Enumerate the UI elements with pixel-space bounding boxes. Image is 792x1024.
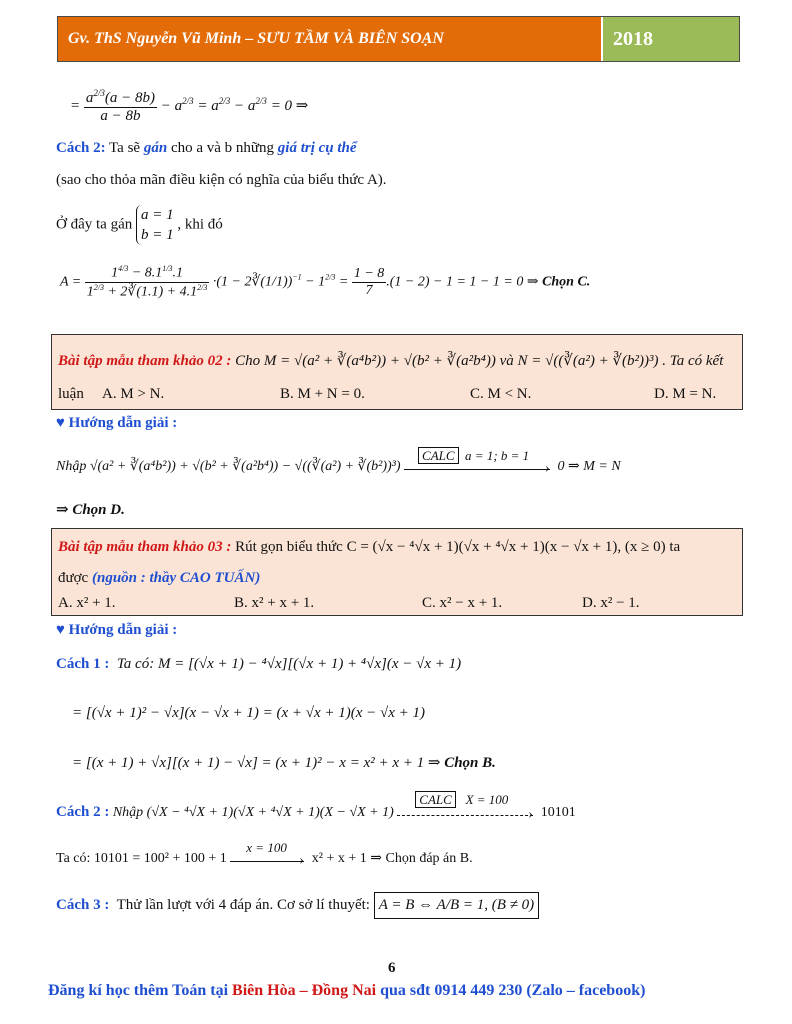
- sol03-calc-arrow: CALC X = 100 ›: [397, 802, 537, 824]
- sol02-heading: ♥ Hướng dẫn giải :: [56, 415, 178, 431]
- ex02-option-d: D. M = N.: [654, 386, 717, 402]
- sol03-cach2-line1: Cách 2 : Nhập (√X − ⁴√X + 1)(√X + ⁴√X + 1)(X − √X + 1) CALC X = 100 › 10101: [56, 792, 576, 822]
- exercise-02-box: [51, 334, 743, 410]
- header-author: Gv. ThS Nguyễn Vũ Minh – SƯU TẦM VÀ BIÊN SOẠN: [58, 17, 601, 61]
- exercise-02-title: Bài tập mẫu tham khảo 02 :: [58, 353, 232, 369]
- exercise-03-box: Bài tập mẫu tham khảo 03 : Rút gọn biểu thức C = (√x − ⁴√x + 1)(√x + ⁴√x + 1)(x − √x + 1), (x ≥ 0) ta được (nguồn : thầy CAO TUẤN) A. x² + 1. B. x² + x + 1. C. x² − x + 1. D. x² − 1.: [51, 528, 743, 616]
- theory-box: A = B ⇔ A/B = 1, (B ≠ 0): [374, 892, 539, 919]
- cach2-choose: Chọn C.: [542, 274, 591, 290]
- cach2-intro: Cách 2: Ta sẽ gán cho a và b những giá trị cụ thể: [56, 140, 357, 156]
- ex02-option-c: C. M < N.: [470, 386, 532, 402]
- sol03-cach1-line3: = [(x + 1) + √x][(x + 1) − √x] = (x + 1)² − x = x² + x + 1 ⇒ Chọn B.: [72, 755, 496, 771]
- ex03-option-b: B. x² + x + 1.: [234, 595, 315, 611]
- page-header: [57, 16, 740, 62]
- sol02-choose: ⇒ Chọn D.: [56, 502, 125, 518]
- ex03-option-c: C. x² − x + 1.: [422, 595, 503, 611]
- sol02-calc-arrow: CALC a = 1; b = 1 ›: [404, 456, 554, 478]
- cach2-result: A = $\frac{1^{4/3} - 8.1^{1/3}.1}{1^{2/3} + 2∛(1.1) + 4.1^{2/3}}$ ·(1 − 2∛(1/1))$^{-1}$ − $1^{2/3}$ = $\frac{1 - 8}{7}$ .(1 − 2) − 1 = 1 − 1 = 0 ⇒ Chọn C.: [60, 264, 591, 300]
- sol03-cach1-line1: Cách 1 : Ta có: M = [(√x + 1) − ⁴√x][(√x + 1) + ⁴√x](x − √x + 1): [56, 656, 462, 672]
- top-equation: = $\frac{a^{2/3}(a - 8b)}{a - 8b}$ − $a^{2/3} = a^{2/3} - a^{2/3} = 0$ ⇒: [70, 88, 309, 124]
- exercise-02-options: luận A. M > N. B. M + N = 0. C. M < N. D. M = N.: [58, 386, 717, 402]
- sol02-enter: Nhập √(a² + ∛(a⁴b²)) + √(b² + ∛(a²b⁴)) − √((∛(a²) + ∛(b²))³) CALC a = 1; b = 1 › 0 ⇒ M = N: [56, 448, 621, 476]
- exercise-03-stem: Rút gọn biểu thức C = (√x − ⁴√x + 1)(√x + ⁴√x + 1)(x − √x + 1), (x ≥ 0) ta: [235, 539, 681, 555]
- cach2-condition: (sao cho thỏa mãn điều kiện có nghĩa của biểu thức A).: [56, 172, 387, 188]
- cach2-label: Cách 2:: [56, 140, 106, 156]
- header-year: 2018: [601, 17, 739, 61]
- sol03-cach2-line2: Ta có: 10101 = 100² + 100 + 1 x = 100 › x² + x + 1 ⇒ Chọn đáp án B.: [56, 840, 473, 868]
- sol03-cach1-line2: = [(√x + 1)² − √x](x − √x + 1) = (x + √x + 1)(x − √x + 1): [72, 705, 426, 721]
- ex02-option-b: B. M + N = 0.: [280, 386, 365, 402]
- exercise-02-stem: Cho M = √(a² + ∛(a⁴b²)) + √(b² + ∛(a²b⁴)) và N = √((∛(a²) + ∛(b²))³) . Ta có kết: [235, 353, 724, 369]
- sol03-heading: ♥ Hướng dẫn giải :: [56, 622, 178, 638]
- ex02-option-a: A. M > N.: [102, 386, 165, 402]
- ex03-option-d: D. x² − 1.: [582, 595, 640, 611]
- page-footer: Đăng kí học thêm Toán tại Biên Hòa – Đồng Nai qua sđt 0914 449 230 (Zalo – facebook): [48, 982, 646, 999]
- exercise-03-title: Bài tập mẫu tham khảo 03 :: [58, 539, 232, 555]
- ex03-option-a: A. x² + 1.: [58, 595, 116, 611]
- page-number: 6: [388, 960, 396, 976]
- cach2-assign: Ở đây ta gán a = 1 b = 1 , khi đó: [56, 207, 223, 243]
- sol03-cach3: Cách 3 : Thử lần lượt với 4 đáp án. Cơ sở lí thuyết: A = B ⇔ A/B = 1, (B ≠ 0): [56, 892, 539, 919]
- exercise-03-source: (nguồn : thầy CAO TUẤN): [91, 570, 261, 586]
